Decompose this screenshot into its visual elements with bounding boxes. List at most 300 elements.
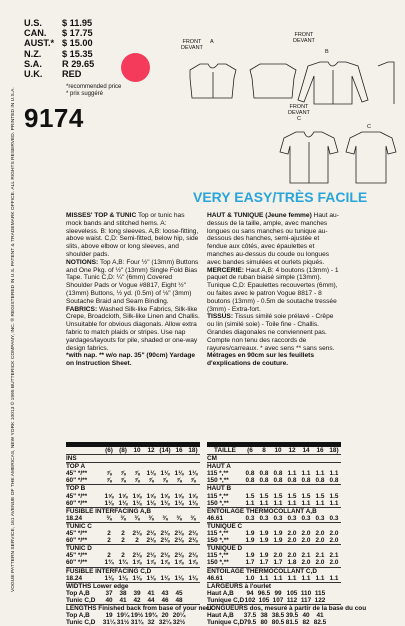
section-label: HAUT B	[207, 485, 232, 493]
row-value: 2.0	[329, 530, 339, 538]
row-value: 2⅛	[146, 552, 156, 560]
publisher-sidebar	[2, 87, 16, 600]
table-row	[66, 500, 200, 507]
header-size: (6)	[105, 447, 113, 454]
price-country: U.K.	[24, 69, 43, 80]
row-label: Top A,B	[66, 612, 90, 620]
row-value	[186, 590, 200, 597]
row-value: 99	[274, 589, 282, 597]
row-value: 2	[107, 552, 111, 560]
row-value: 1.1	[315, 470, 325, 478]
table-row	[66, 493, 200, 500]
table-section	[66, 604, 214, 612]
price-row	[24, 69, 94, 79]
row-value: 1.1	[301, 499, 311, 507]
row-label: Haut A,B	[207, 612, 234, 620]
section-label: ENTOILAGE THERMOCOLLANT C,D	[207, 567, 317, 575]
row-value: 2	[121, 530, 125, 538]
row-value: ⅞	[190, 477, 196, 485]
row-value: 1.9	[259, 537, 269, 545]
table-row	[207, 477, 341, 484]
section-label: ENTOILAGE THERMOCOLLANT A,B	[207, 507, 317, 515]
row-value: 2.1	[329, 552, 339, 560]
french-description	[207, 212, 341, 368]
row-value: ⅜	[190, 514, 196, 522]
row-value: 31¼	[102, 619, 116, 626]
section-label: LARGEURS à l'ourlet	[207, 582, 272, 590]
row-value: 2.1	[315, 552, 325, 560]
price-country: N.Z.	[24, 48, 42, 59]
row-value: ⅜	[162, 514, 168, 522]
row-value	[327, 590, 341, 597]
row-value: 2⅛	[132, 552, 142, 560]
row-value: 2.0	[315, 530, 325, 538]
label-c-front: FRONT DEVANT C	[288, 104, 310, 122]
row-value: 2.1	[301, 552, 311, 560]
row-value: 1⅝	[160, 492, 170, 500]
row-value: 2⅛	[160, 552, 170, 560]
row-value: 2.0	[287, 552, 297, 560]
header-size: 18)	[188, 447, 198, 454]
row-value: 1.5	[245, 492, 255, 500]
row-value: 82.5	[313, 619, 327, 626]
row-value: 1.1	[301, 470, 311, 478]
row-label: 46.61	[207, 514, 223, 522]
english-description	[66, 212, 200, 368]
row-value: 117	[300, 596, 312, 604]
table-row	[207, 500, 341, 507]
table-row	[66, 470, 200, 477]
table-row	[207, 515, 341, 522]
section-label: TOP A	[66, 463, 86, 471]
fr-mercerie: Haut A,B: 4 boutons (13mm) - 1 paquet de ruban biaisé simple (13mm). Tunique C,D: Epaulettes recouvertes (6mm), ou faites avec le patron Vogue 8817 - 8 boutons (13mm) - 0.5m de soutache tressée (3mm) - Extra-fort.	[207, 266, 339, 313]
fr-tissus-label: TISSUS:	[207, 313, 234, 321]
row-value: ⅜	[106, 514, 112, 522]
price-row	[24, 38, 94, 48]
row-value: 0.3	[245, 514, 255, 522]
row-value: 2.0	[273, 552, 283, 560]
table-header	[207, 447, 341, 454]
row-value: 1.5	[273, 492, 283, 500]
row-value: 105	[286, 589, 298, 597]
row-value: 0.3	[259, 514, 269, 522]
table-section	[207, 567, 341, 575]
price-amount: $ 15.35	[62, 48, 93, 59]
table-row	[66, 477, 200, 484]
price-country: AUST.*	[24, 38, 55, 49]
row-value: ⅞	[120, 477, 126, 485]
header-size: 16	[175, 447, 183, 454]
row-label: 60" */**	[66, 477, 88, 485]
table-row	[207, 575, 341, 582]
row-value: 1.1	[329, 499, 339, 507]
row-value: 2⅛	[174, 530, 184, 538]
row-value: 41	[119, 596, 127, 604]
section-label: TUNIC D	[66, 545, 92, 553]
row-value: 2.0	[301, 530, 311, 538]
row-value: 1⅛	[160, 574, 170, 582]
table-row	[207, 559, 341, 566]
row-value: 1⅛	[146, 574, 156, 582]
row-value: 1⅝	[146, 492, 156, 500]
fr-tissus: Tissus similé soie prélavé - Crêpe ou lin (similé soie) - Toile fine - Challis. Grandes diagonales ne conviennent pas. Compte non tenu des raccords de rayures/carreaux. * avec sens ** sans sens.	[207, 313, 335, 352]
red-color-dot	[121, 53, 150, 82]
row-label: 115 *,**	[207, 530, 229, 538]
row-value: 2	[107, 530, 111, 538]
price-row	[24, 59, 94, 69]
table-row	[66, 597, 200, 604]
row-value: 38	[260, 612, 268, 620]
en-desc: Top or tunic has mock bands and stitched hems. A: sleeveless. B: long sleeves. A,B: loose-fitting, above waist. C,D: Semi-fitted, below hip, side slits, above elbow or long sleeves, and shoulder pads.	[66, 212, 199, 258]
row-value: 80.5	[271, 619, 285, 626]
section-label: LONGUEURS dos, mesuré à partir de la base du cou	[207, 604, 367, 612]
header-size: 12	[288, 447, 296, 454]
row-value: 79.5	[243, 619, 257, 626]
table-row	[207, 590, 341, 597]
row-value: 1.1	[287, 470, 297, 478]
row-value: 32½	[172, 619, 186, 626]
section-label: HAUT A	[207, 463, 231, 471]
row-value: ⅞	[134, 477, 140, 485]
row-value: 2.0	[315, 537, 325, 545]
section-label: FUSIBLE INTERFACING C,D	[66, 567, 152, 575]
row-label: 150 *,**	[207, 477, 229, 485]
row-value: 1.7	[259, 559, 269, 567]
pattern-number: 9174	[24, 103, 84, 133]
row-value: 1⅝	[118, 492, 128, 500]
row-value: 1⅛	[132, 499, 142, 507]
label-a: A	[210, 39, 214, 45]
header-size: 18)	[329, 447, 339, 454]
row-value: 0.8	[245, 470, 255, 478]
row-value: 1.8	[287, 559, 297, 567]
fr-desc: Haut au-dessus de la taille, ample, avec manches longues ou sans manches ou tunique au-dessous des hanches, semi-ajustée et fendue aux côtés, avec épaulettes et manches au-dessus du coude ou longues avec bandes simulées et ourlets piqués.	[207, 212, 339, 266]
row-value: 46	[161, 596, 169, 604]
row-value: 2⅛	[188, 552, 198, 560]
table-row	[207, 552, 341, 559]
row-label: 45" */**	[66, 530, 88, 538]
table-section	[207, 522, 341, 530]
fr-mercerie-label: MERCERIE:	[207, 266, 244, 274]
row-value: 1.1	[287, 574, 297, 582]
row-value: 0.8	[245, 477, 255, 485]
row-value: 1⅞	[160, 559, 170, 567]
row-value: 1.1	[315, 499, 325, 507]
row-value: 1.9	[259, 552, 269, 560]
row-label: 60" */**	[66, 537, 88, 545]
price-row	[24, 28, 94, 38]
row-label: 60" */**	[66, 499, 88, 507]
row-value	[186, 597, 200, 604]
row-value: 0.8	[329, 477, 339, 485]
label-b: B	[325, 49, 329, 55]
row-value: ⅞	[162, 477, 168, 485]
row-value: 1⅞	[146, 559, 156, 567]
row-value: 1.7	[273, 559, 283, 567]
row-label: 150 *,**	[207, 537, 229, 545]
row-value: 1.1	[315, 574, 325, 582]
row-value: 2	[107, 537, 111, 545]
table-section	[66, 522, 200, 530]
table-section	[66, 567, 200, 575]
header-size: 10	[274, 447, 282, 454]
row-value: 1⅛	[160, 499, 170, 507]
section-label: TUNIC C	[66, 522, 92, 530]
row-value	[327, 619, 341, 626]
row-value: 1.1	[259, 574, 269, 582]
row-value: 37.5	[243, 612, 257, 620]
row-value: 2.0	[301, 559, 311, 567]
row-label: 18.24	[66, 514, 82, 522]
row-value: 81.5	[285, 619, 299, 626]
price-list	[24, 18, 94, 79]
header-size: 16	[316, 447, 324, 454]
row-value: 1.1	[245, 499, 255, 507]
table-row	[207, 619, 341, 626]
row-value: 1.1	[273, 574, 283, 582]
table-row	[66, 575, 200, 582]
row-value: 1.1	[259, 499, 269, 507]
yardage-table-cm	[207, 442, 367, 626]
row-value: 1⅛	[174, 574, 184, 582]
row-value: 2	[135, 537, 139, 545]
row-value: 1.9	[273, 530, 283, 538]
unit-label: CM	[207, 455, 217, 463]
en-footer: *with nap. ** w/o nap. 35" (90cm) Yardage on Instruction Sheet.	[66, 352, 196, 368]
row-value: 1⅛	[188, 574, 198, 582]
row-value: 2.0	[315, 559, 325, 567]
row-value: 105	[258, 596, 270, 604]
row-value: 2⅛	[174, 537, 184, 545]
row-value: 1⅛	[146, 470, 156, 478]
row-value: ⅜	[176, 514, 182, 522]
table-row	[207, 493, 341, 500]
row-value: 1¾	[118, 559, 128, 567]
row-value: 1⅝	[188, 492, 198, 500]
unit-label: INS	[66, 455, 77, 463]
row-value: 1.1	[301, 574, 311, 582]
en-fabrics-label: FABRICS:	[66, 305, 98, 313]
row-value: 2⅛	[160, 530, 170, 538]
row-value: 80	[260, 619, 268, 626]
price-row	[24, 49, 94, 59]
fr-footer: Métrages en 90cm sur les feuillets d'explications de couture.	[207, 352, 315, 368]
table-row	[207, 530, 341, 537]
table-row	[66, 590, 200, 597]
row-value: 1⅛	[174, 470, 184, 478]
table-section	[207, 462, 341, 470]
table-row	[66, 559, 200, 566]
row-value: 20	[161, 612, 169, 620]
row-value: 0.3	[273, 514, 283, 522]
row-value: 1.9	[245, 552, 255, 560]
table-row	[207, 470, 341, 477]
row-value: 1⅛	[188, 499, 198, 507]
row-value: 1.5	[259, 492, 269, 500]
row-value: 1⅛	[118, 574, 128, 582]
row-label: 45" */**	[66, 492, 88, 500]
row-value: 2⅛	[188, 537, 198, 545]
table-row	[207, 537, 341, 544]
table-unit	[207, 454, 341, 462]
row-value: 19	[105, 612, 113, 620]
row-value: 1.5	[315, 492, 325, 500]
row-label: 115 *,**	[207, 552, 229, 560]
en-notions-label: NOTIONS:	[66, 258, 99, 266]
price-amount: $ 17.75	[62, 28, 93, 39]
row-value: ⅞	[106, 477, 112, 485]
row-label: 150 *,**	[207, 559, 229, 567]
label-c: C	[367, 124, 371, 130]
row-value: 44	[147, 596, 155, 604]
en-notions: Top A,B: Four ½" (13mm) Buttons and One Pkg. of ½" (13mm) Single Fold Bias Tape. Tunic C,D: ¼" (6mm) Covered Shoulder Pads or Vogue #8817, Eight ½" (13mm) Buttons, ½ yd. (0.5m) of ⅛" (3mm) Soutache Braid and Seam Binding.	[66, 258, 199, 305]
row-value: 0.8	[287, 477, 297, 485]
en-title: MISSES' TOP & TUNIC	[66, 212, 137, 219]
row-value: 1⅝	[132, 492, 142, 500]
row-value: 2⅛	[146, 537, 156, 545]
price-country: CAN.	[24, 28, 47, 39]
row-value: 42	[133, 596, 141, 604]
fr-title: HAUT & TUNIQUE (Jeune femme)	[207, 212, 312, 219]
row-value: 31½	[116, 619, 130, 626]
section-label: FUSIBLE INTERFACING A,B	[66, 507, 151, 515]
en-fabrics: Washed Silk-like Fabrics, Silk-like Crepe, Broadcloth, Silk-like Linen and Challis. Unsuitable for obvious diagonals. Allow extra fabric to match plaids or stripes. Use nap yardages/layouts for pile, shaded or one-way design fabrics.	[66, 305, 200, 352]
row-value: 112	[286, 596, 298, 604]
row-value: 41	[147, 589, 155, 597]
row-value: 110	[300, 589, 312, 597]
difficulty-heading: VERY EASY/TRÈS FACILE	[193, 189, 368, 205]
row-label: Tunique C,D	[207, 596, 245, 604]
price-note-fr: * prix suggéré	[66, 90, 104, 97]
row-value: 2.0	[301, 537, 311, 545]
row-value: 39	[133, 589, 141, 597]
row-value: 1⅛	[132, 574, 142, 582]
row-value: 19¾	[144, 612, 158, 620]
table-row	[207, 597, 341, 604]
row-value: 1.1	[329, 574, 339, 582]
row-value: 1⅞	[174, 559, 184, 567]
row-value: 1.5	[287, 492, 297, 500]
price-note	[66, 84, 121, 97]
row-value: ⅜	[148, 514, 154, 522]
row-value: 1.7	[245, 559, 255, 567]
table-section	[207, 507, 341, 515]
header-size: (8)	[119, 447, 127, 454]
price-amount: R 29.65	[62, 58, 95, 69]
row-value: 19¼	[116, 612, 130, 620]
row-value	[186, 619, 200, 626]
row-value: 32¼	[158, 619, 172, 626]
price-amount: RED	[62, 69, 82, 80]
section-label: TUNIQUE C	[207, 522, 243, 530]
row-label: 18.24	[66, 574, 82, 582]
row-value: 102	[244, 596, 256, 604]
row-value: 48	[175, 596, 183, 604]
row-value: 37	[105, 589, 113, 597]
row-value: 1.9	[273, 537, 283, 545]
row-value: 0.3	[287, 514, 297, 522]
row-value	[327, 597, 341, 604]
row-value: 107	[272, 596, 284, 604]
header-size: 8	[262, 447, 266, 454]
header-size: (6	[247, 447, 253, 454]
row-value: 1⅞	[132, 559, 142, 567]
row-value: 1⅛	[146, 499, 156, 507]
row-label: 60" */**	[66, 559, 88, 567]
row-value: 1.9	[245, 537, 255, 545]
row-value: 1.9	[259, 530, 269, 538]
view-a-back-drawing	[250, 64, 296, 98]
row-value: 1⅛	[188, 470, 198, 478]
header-size: 14	[302, 447, 310, 454]
table-section	[207, 544, 341, 552]
table-section	[66, 462, 200, 470]
row-value: ⅞	[134, 470, 140, 478]
price-row	[24, 18, 94, 28]
section-label: WIDTHS Lower edge	[66, 582, 129, 590]
row-value: 40	[105, 596, 113, 604]
row-value: ⅞	[148, 477, 154, 485]
row-value: 1.1	[329, 470, 339, 478]
row-value: 1⅝	[174, 492, 184, 500]
row-value: 96.5	[257, 589, 271, 597]
row-value: 2.0	[329, 537, 339, 545]
section-label: TUNIQUE D	[207, 545, 243, 553]
table-row	[207, 612, 341, 619]
row-value: 19½	[130, 612, 144, 620]
row-value: 40	[302, 612, 310, 620]
row-label: Haut A,B	[207, 589, 234, 597]
table-row	[66, 552, 200, 559]
row-value: 20¼	[172, 612, 186, 620]
header-size: (14)	[159, 447, 171, 454]
row-label: 115 *,**	[207, 470, 229, 478]
row-value: 1⅛	[104, 499, 114, 507]
row-label: 150 *,**	[207, 499, 229, 507]
row-value: 2⅛	[188, 530, 198, 538]
table-section	[207, 582, 341, 590]
table-row	[66, 619, 200, 626]
row-value: 1¾	[104, 559, 114, 567]
table-unit	[66, 454, 200, 462]
row-value: 0.3	[315, 514, 325, 522]
row-value: 31¾	[130, 619, 144, 626]
row-value: 1⅛	[104, 574, 114, 582]
row-value: 1⅞	[188, 559, 198, 567]
row-value: 2.0	[329, 559, 339, 567]
price-country: S.A.	[24, 58, 42, 69]
row-value: 1⅝	[104, 492, 114, 500]
row-value: 2	[121, 537, 125, 545]
table-section	[66, 544, 200, 552]
row-value: 122	[314, 596, 326, 604]
row-label: Tunic C,D	[66, 619, 96, 626]
row-value: 1.0	[245, 574, 255, 582]
row-value	[327, 612, 341, 619]
label-b-front: FRONT DEVANT	[293, 32, 315, 44]
row-value: 41	[316, 612, 324, 620]
row-label: 46.61	[207, 574, 223, 582]
table-section	[207, 604, 367, 612]
header-size: 10	[133, 447, 141, 454]
view-b-back-drawing	[378, 62, 394, 104]
table-row	[66, 530, 200, 537]
row-value: 2⅛	[160, 537, 170, 545]
price-note-en: *recommended price	[66, 84, 122, 90]
row-value: 0.8	[273, 470, 283, 478]
row-value: ⅞	[120, 470, 126, 478]
row-value: 1⅛	[160, 470, 170, 478]
